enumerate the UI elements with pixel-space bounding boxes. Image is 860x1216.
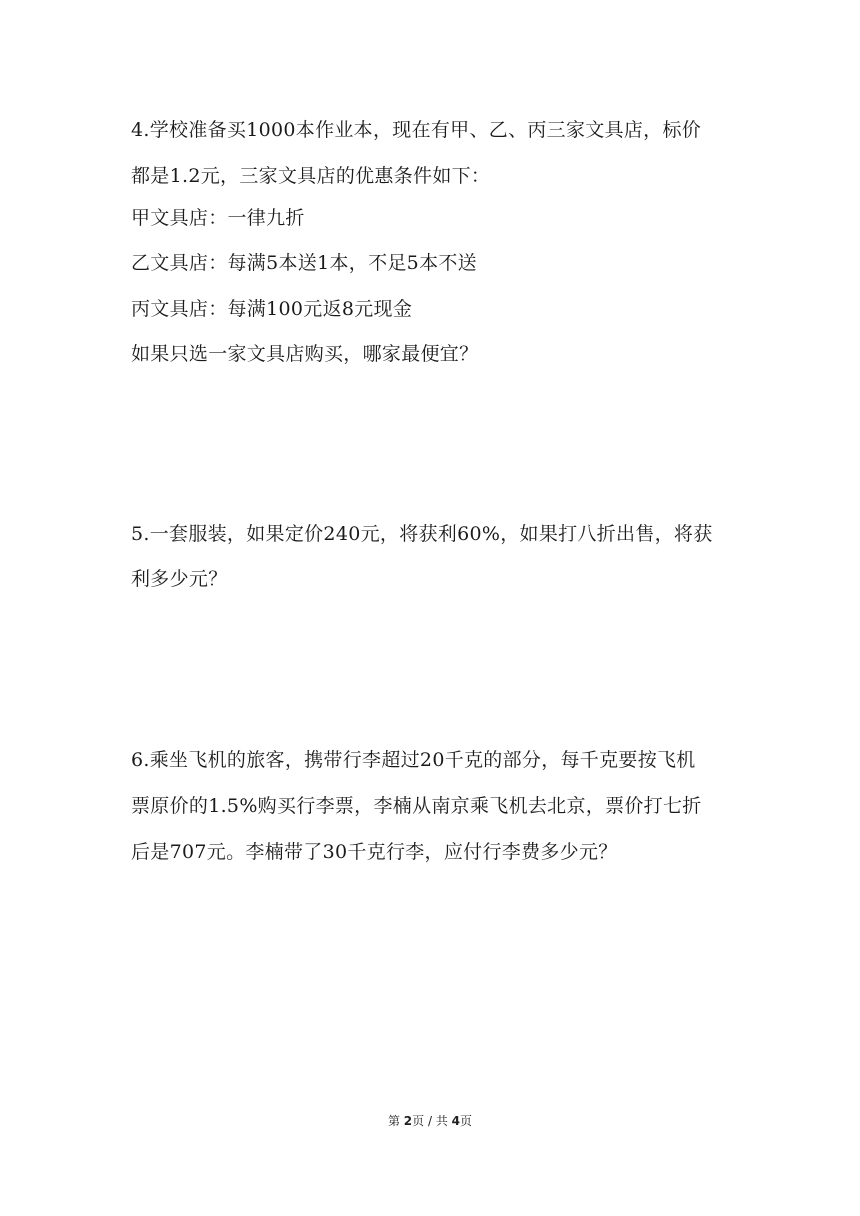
page-footer [0, 1113, 860, 1129]
question-4-line-5: 丙文具店：每满100元返8元现金 [131, 298, 413, 320]
footer-total-pages: 4 [451, 1114, 461, 1128]
question-5-line-2: 利多少元？ [131, 568, 228, 590]
question-6-line-1: 6.乘坐飞机的旅客，携带行李超过20千克的部分，每千克要按飞机 [131, 749, 696, 771]
question-4-line-4: 乙文具店：每满5本送1本，不足5本不送 [131, 252, 477, 274]
question-6-line-3: 后是707元。李楠带了30千克行李，应付行李费多少元？ [131, 841, 618, 863]
question-4-line-6: 如果只选一家文具店购买，哪家最便宜？ [131, 343, 479, 365]
footer-current-page: 2 [403, 1114, 413, 1128]
question-4-line-1: 4.学校准备买1000本作业本，现在有甲、乙、丙三家文具店，标价 [131, 119, 702, 141]
footer-suffix: 页 [460, 1114, 473, 1128]
question-4-line-3: 甲文具店：一律九折 [131, 207, 305, 229]
footer-middle: 页 / 共 [412, 1114, 452, 1128]
question-5-line-1: 5.一套服装，如果定价240元，将获利60%，如果打八折出售，将获 [131, 523, 713, 545]
question-6-line-2: 票原价的1.5%购买行李票，李楠从南京乘飞机去北京，票价打七折 [131, 795, 702, 817]
question-4-line-2: 都是1.2元，三家文具店的优惠条件如下： [131, 165, 491, 187]
footer-prefix: 第 [387, 1114, 404, 1128]
